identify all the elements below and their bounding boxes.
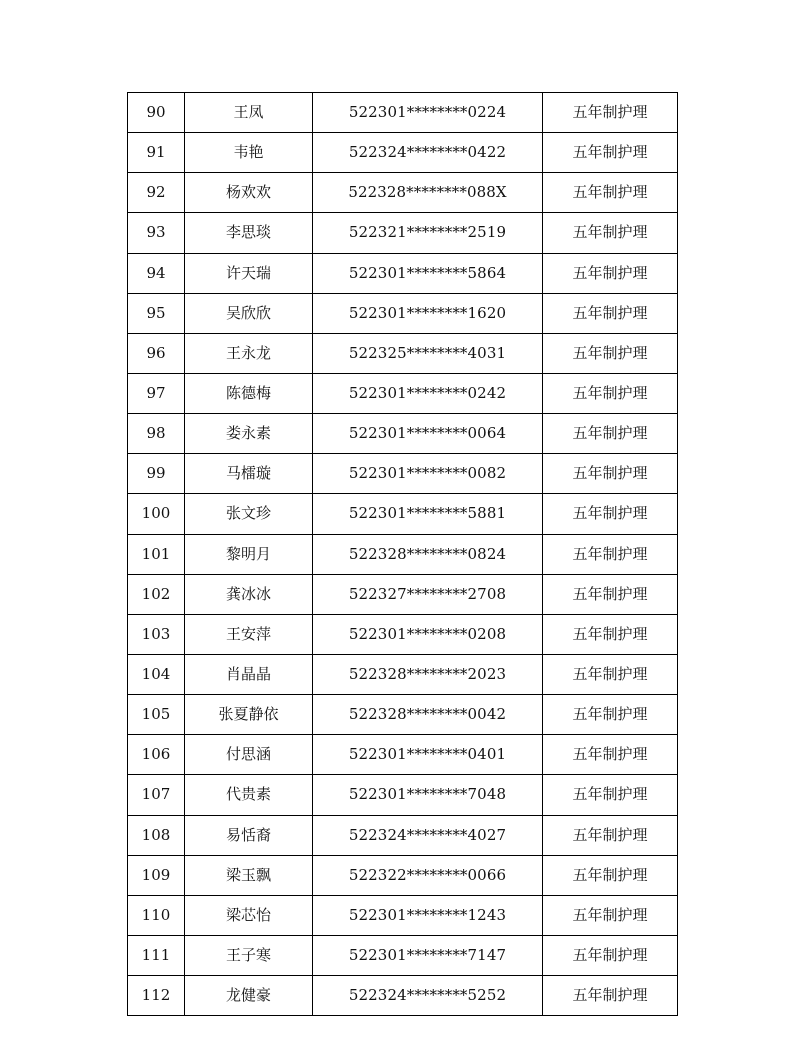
table-row: [128, 373, 678, 413]
row-number: 93: [128, 213, 185, 253]
table-row: [128, 93, 678, 133]
row-number: 103: [128, 614, 185, 654]
major: 五年制护理: [543, 333, 678, 373]
major: 五年制护理: [543, 253, 678, 293]
student-name: 李思琰: [185, 213, 313, 253]
major: 五年制护理: [543, 534, 678, 574]
id-number: 522321********2519: [313, 213, 543, 253]
student-name: 马檑璇: [185, 454, 313, 494]
student-name: 张夏静依: [185, 695, 313, 735]
major: 五年制护理: [543, 494, 678, 534]
id-number: 522301********0064: [313, 414, 543, 454]
id-number: 522301********5864: [313, 253, 543, 293]
row-number: 91: [128, 133, 185, 173]
major: 五年制护理: [543, 695, 678, 735]
row-number: 111: [128, 935, 185, 975]
student-name: 陈德梅: [185, 373, 313, 413]
row-number: 104: [128, 654, 185, 694]
table-row: [128, 695, 678, 735]
row-number: 92: [128, 173, 185, 213]
student-name: 张文珍: [185, 494, 313, 534]
table-row: [128, 534, 678, 574]
id-number: 522322********0066: [313, 855, 543, 895]
table-row: [128, 213, 678, 253]
student-name: 杨欢欢: [185, 173, 313, 213]
row-number: 96: [128, 333, 185, 373]
row-number: 98: [128, 414, 185, 454]
row-number: 94: [128, 253, 185, 293]
major: 五年制护理: [543, 213, 678, 253]
table-row: [128, 574, 678, 614]
table-row: [128, 775, 678, 815]
major: 五年制护理: [543, 133, 678, 173]
id-number: 522324********5252: [313, 976, 543, 1016]
table-row: [128, 895, 678, 935]
id-number: 522328********0042: [313, 695, 543, 735]
major: 五年制护理: [543, 895, 678, 935]
table-row: [128, 333, 678, 373]
row-number: 100: [128, 494, 185, 534]
id-number: 522301********1620: [313, 293, 543, 333]
id-number: 522301********5881: [313, 494, 543, 534]
id-number: 522328********2023: [313, 654, 543, 694]
table-row: [128, 654, 678, 694]
major: 五年制护理: [543, 654, 678, 694]
row-number: 97: [128, 373, 185, 413]
row-number: 107: [128, 775, 185, 815]
table-row: [128, 976, 678, 1016]
student-name: 王凤: [185, 93, 313, 133]
major: 五年制护理: [543, 373, 678, 413]
id-number: 522301********7048: [313, 775, 543, 815]
table-row: [128, 173, 678, 213]
major: 五年制护理: [543, 173, 678, 213]
student-name: 吴欣欣: [185, 293, 313, 333]
student-name: 韦艳: [185, 133, 313, 173]
row-number: 110: [128, 895, 185, 935]
id-number: 522324********0422: [313, 133, 543, 173]
student-name: 易恬裔: [185, 815, 313, 855]
row-number: 106: [128, 735, 185, 775]
id-number: 522327********2708: [313, 574, 543, 614]
table-row: [128, 133, 678, 173]
student-name: 代贵素: [185, 775, 313, 815]
major: 五年制护理: [543, 935, 678, 975]
row-number: 102: [128, 574, 185, 614]
row-number: 99: [128, 454, 185, 494]
student-name: 黎明月: [185, 534, 313, 574]
id-number: 522301********0401: [313, 735, 543, 775]
major: 五年制护理: [543, 614, 678, 654]
row-number: 95: [128, 293, 185, 333]
table-row: [128, 454, 678, 494]
student-name: 龙健豪: [185, 976, 313, 1016]
major: 五年制护理: [543, 293, 678, 333]
major: 五年制护理: [543, 855, 678, 895]
row-number: 108: [128, 815, 185, 855]
id-number: 522324********4027: [313, 815, 543, 855]
table-row: [128, 494, 678, 534]
id-number: 522301********0082: [313, 454, 543, 494]
major: 五年制护理: [543, 574, 678, 614]
student-name: 梁芯怡: [185, 895, 313, 935]
row-number: 101: [128, 534, 185, 574]
major: 五年制护理: [543, 454, 678, 494]
table-row: [128, 293, 678, 333]
major: 五年制护理: [543, 976, 678, 1016]
id-number: 522328********088X: [313, 173, 543, 213]
id-number: 522301********0242: [313, 373, 543, 413]
row-number: 112: [128, 976, 185, 1016]
student-name: 王子寒: [185, 935, 313, 975]
id-number: 522301********0208: [313, 614, 543, 654]
roster-body: [128, 93, 678, 1016]
row-number: 105: [128, 695, 185, 735]
table-row: [128, 815, 678, 855]
id-number: 522301********0224: [313, 93, 543, 133]
table-row: [128, 253, 678, 293]
student-name: 梁玉飘: [185, 855, 313, 895]
major: 五年制护理: [543, 93, 678, 133]
student-name: 龚冰冰: [185, 574, 313, 614]
major: 五年制护理: [543, 735, 678, 775]
student-name: 娄永素: [185, 414, 313, 454]
row-number: 109: [128, 855, 185, 895]
id-number: 522328********0824: [313, 534, 543, 574]
student-name: 肖晶晶: [185, 654, 313, 694]
table-row: [128, 855, 678, 895]
id-number: 522301********1243: [313, 895, 543, 935]
student-name: 王永龙: [185, 333, 313, 373]
table-row: [128, 414, 678, 454]
student-name: 王安萍: [185, 614, 313, 654]
id-number: 522325********4031: [313, 333, 543, 373]
table-row: [128, 935, 678, 975]
major: 五年制护理: [543, 775, 678, 815]
student-name: 付思涵: [185, 735, 313, 775]
major: 五年制护理: [543, 815, 678, 855]
student-name: 许天瑞: [185, 253, 313, 293]
student-roster-table: [127, 92, 678, 1016]
major: 五年制护理: [543, 414, 678, 454]
id-number: 522301********7147: [313, 935, 543, 975]
table-row: [128, 614, 678, 654]
table-row: [128, 735, 678, 775]
row-number: 90: [128, 93, 185, 133]
